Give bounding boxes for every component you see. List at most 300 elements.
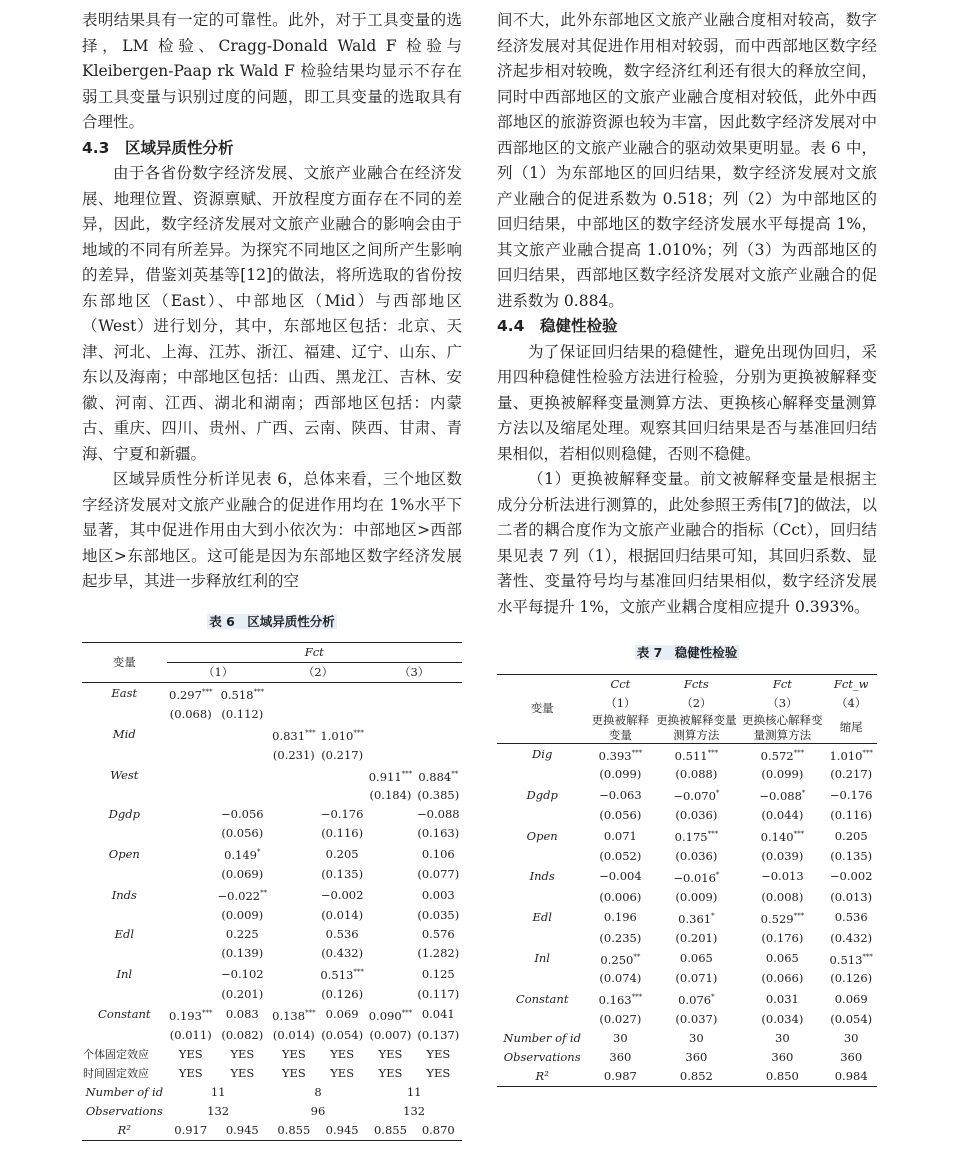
table-cell: 0.149* — [224, 848, 261, 863]
table-cell: −0.176 — [320, 807, 364, 822]
col-header: （1） — [202, 665, 234, 679]
table-cell: (0.034) — [761, 1012, 804, 1027]
table-cell: 0.870 — [415, 1121, 462, 1141]
paragraph: 由于各省份数字经济发展、文旅产业融合在经济发展、地理位置、资源禀赋、开放程度方面存在不同的差异，因此，数字经济发展对文旅产业融合的影响会由于地域的不同有所差异。为探究不同地区之间所产生影响的差异，借鉴刘英基等[12]的做法，将所选取的省份按东部地区（East）、中部地区（Mid）与西部地区（West）进行划分，其中，东部地区包括：北京、天津、河北、上海、江苏、浙江、福建、辽宁、山东、广东以及海南；中部地区包括：山西、黑龙江、吉林、安徽、河南、江西、湖北和湖南；西部地区包括：内蒙古、重庆、四川、贵州、广西、云南、陕西、甘肃、青海、宁夏和新疆。 — [82, 164, 462, 463]
table-cell: 11 — [406, 1084, 422, 1099]
table-cell: (0.184) — [369, 788, 412, 803]
table7-caption: 表 7 稳健性检验 — [636, 645, 738, 660]
table-row — [82, 683, 462, 705]
table-cell: (0.054) — [830, 1012, 873, 1027]
table-cell — [366, 746, 414, 765]
table-cell: YES — [230, 1065, 255, 1080]
table-cell — [366, 683, 414, 705]
row-label: Open — [108, 846, 140, 861]
table-cell: −0.070* — [673, 789, 720, 804]
table-cell: 0.945 — [318, 1121, 366, 1141]
table-cell: YES — [378, 1065, 403, 1080]
table-cell: 0.917 — [167, 1121, 215, 1141]
table-cell: (0.027) — [599, 1012, 642, 1027]
table-cell — [270, 865, 318, 884]
table-cell — [415, 746, 462, 765]
table-row — [497, 1010, 877, 1029]
table-cell — [167, 805, 215, 824]
table-cell: (0.116) — [321, 826, 364, 841]
row-label: Inl — [116, 966, 133, 981]
table-cell — [270, 884, 318, 906]
table-cell — [270, 944, 318, 963]
table-cell: (0.135) — [321, 867, 364, 882]
table-7 — [497, 674, 877, 1088]
row-label — [82, 865, 167, 884]
table-row — [82, 1083, 462, 1102]
table-cell: (0.056) — [599, 808, 642, 823]
table-cell: −0.102 — [221, 966, 264, 981]
table-cell — [366, 963, 414, 985]
table-cell: 0.205 — [834, 828, 868, 843]
table-cell: (0.116) — [830, 808, 873, 823]
section-heading-4-3: 4.3 区域异质性分析 — [82, 138, 234, 157]
row-label: Dgdp — [526, 787, 558, 802]
table-cell: 0.003 — [421, 887, 455, 902]
col-header: （3） — [398, 665, 430, 679]
table-row — [497, 784, 877, 806]
table-cell: (0.112) — [221, 706, 264, 721]
table-cell: (0.009) — [675, 889, 718, 904]
var-header: 变量 — [497, 674, 587, 743]
table-cell — [215, 786, 270, 805]
table-row — [497, 929, 877, 948]
table-cell — [270, 985, 318, 1004]
col-header: （2） — [302, 665, 334, 679]
table-cell: YES — [281, 1046, 306, 1061]
dep-var: Fct_w — [825, 674, 877, 694]
row-label: Dig — [497, 743, 587, 765]
table-cell: 0.225 — [225, 927, 259, 942]
table-cell: 0.076* — [678, 993, 715, 1008]
table-row — [497, 969, 877, 988]
table-cell: −0.022** — [217, 889, 268, 904]
table-cell — [270, 786, 318, 805]
table-row — [82, 843, 462, 865]
table-cell: 0.175*** — [674, 829, 719, 844]
table-cell — [366, 705, 414, 724]
table-cell: 0.140*** — [760, 829, 805, 844]
table-cell: (0.036) — [675, 848, 718, 863]
table-cell: (0.235) — [599, 930, 642, 945]
table-cell: (0.071) — [675, 971, 718, 986]
paragraph: （1）更换被解释变量。前文被解释变量是根据主成分分析法进行测算的，此处参照王秀伟[7]的做法，以二者的耦合度作为文旅产业融合的指标（Cct），回归结果见表 7 列（1），根据回归结果可知，其回归系数、显著性、变量符号均与基准回归结果相似，数字经济发展水平每提升 1%，文旅产业耦合度相应提升 0.393%。 — [497, 470, 877, 616]
table-row — [82, 765, 462, 787]
col-header: （1） — [605, 695, 636, 710]
table-row — [82, 925, 462, 944]
table-cell — [167, 906, 215, 925]
table-cell: −0.004 — [599, 869, 642, 884]
table-cell — [270, 843, 318, 865]
table-row — [82, 963, 462, 985]
table-cell: 0.536 — [834, 910, 868, 925]
row-label: Dgdp — [108, 807, 140, 822]
table-cell — [366, 724, 414, 746]
table-cell: (0.007) — [369, 1027, 412, 1042]
table-row — [82, 1004, 462, 1026]
dep-var: Fct — [739, 674, 825, 694]
table-cell: 360 — [685, 1050, 708, 1065]
table-row — [82, 746, 462, 765]
table-row — [82, 724, 462, 746]
table-cell: 0.196 — [603, 910, 637, 925]
table-cell: 0.513*** — [320, 967, 364, 982]
table-cell: (0.068) — [169, 706, 212, 721]
row-label: R² — [82, 1121, 167, 1141]
table-row — [82, 865, 462, 884]
right-column — [497, 8, 877, 1087]
table-cell: (0.036) — [675, 808, 718, 823]
dep-var: Fct — [167, 643, 462, 663]
table-row — [497, 1029, 877, 1048]
table-cell — [415, 683, 462, 705]
row-label: Inds — [111, 887, 137, 902]
table-cell: 1.010*** — [825, 743, 877, 765]
table-row — [82, 944, 462, 963]
dep-var: Cct — [587, 674, 653, 694]
table-cell: 360 — [840, 1050, 863, 1065]
table-cell: −0.016* — [673, 870, 720, 885]
row-label: 个体固定效应 — [83, 1047, 149, 1061]
table-cell: 0.852 — [653, 1067, 739, 1087]
table-cell: (0.054) — [321, 1027, 364, 1042]
table-cell: 0.511*** — [653, 743, 739, 765]
table-cell: (0.035) — [417, 908, 460, 923]
table-cell: (0.176) — [761, 930, 804, 945]
table-cell: −0.056 — [221, 807, 264, 822]
table-cell: (0.126) — [830, 971, 873, 986]
row-label: Edl — [114, 927, 135, 942]
table-cell: 0.361* — [678, 911, 715, 926]
table-cell: 30 — [613, 1031, 628, 1046]
row-label: Observations — [503, 1050, 581, 1065]
row-label: East — [82, 683, 167, 705]
table-cell: (0.135) — [830, 848, 873, 863]
table-cell — [167, 746, 215, 765]
table-cell: 0.855 — [270, 1121, 318, 1141]
row-label: Constant — [515, 991, 569, 1006]
table-cell: YES — [330, 1046, 355, 1061]
col-desc: 缩尾 — [839, 720, 863, 734]
table-cell: (0.014) — [321, 908, 364, 923]
paragraph: 为了保证回归结果的稳健性，避免出现伪回归，采用四种稳健性检验方法进行检验，分别为更换被解释变量、更换被解释变量测算方法、更换核心解释变量测算方法以及缩尾处理。观察其回归结果是否与基准回归结果相似，若相似则稳健，否则不稳健。 — [497, 342, 877, 463]
table-cell: (0.432) — [830, 930, 873, 945]
table-row — [497, 743, 877, 765]
table-cell — [270, 683, 318, 705]
left-column — [82, 8, 462, 1141]
table-cell — [270, 963, 318, 985]
table6-caption: 表 6 区域异质性分析 — [209, 613, 335, 629]
table-cell: (0.011) — [169, 1027, 212, 1042]
table-cell — [167, 884, 215, 906]
table-cell: (0.432) — [321, 946, 364, 961]
table-cell: YES — [178, 1046, 203, 1061]
row-label — [497, 765, 587, 784]
table-cell: 0.393*** — [587, 743, 653, 765]
table-row — [497, 866, 877, 888]
table-cell — [215, 724, 270, 746]
table-cell: 360 — [771, 1050, 794, 1065]
table-cell — [318, 786, 366, 805]
table-cell: (0.099) — [761, 767, 804, 782]
table-cell: (0.074) — [599, 971, 642, 986]
table-cell: YES — [426, 1046, 451, 1061]
table-cell: (0.099) — [599, 767, 642, 782]
table-cell — [215, 765, 270, 787]
table-cell: 0.945 — [215, 1121, 270, 1141]
table-row — [82, 1102, 462, 1121]
table-cell: 30 — [689, 1031, 704, 1046]
table-cell: 1.010*** — [320, 728, 364, 743]
table-cell: 0.536 — [325, 927, 359, 942]
table-cell — [366, 824, 414, 843]
table-cell: −0.176 — [829, 787, 873, 802]
table-row — [497, 765, 877, 784]
table-cell: (0.052) — [599, 848, 642, 863]
table-cell: (0.006) — [599, 889, 642, 904]
table-row — [82, 805, 462, 824]
paragraph: 表明结果具有一定的可靠性。此外，对于工具变量的选择，LM 检验、Cragg-Donald Wald F 检验与 Kleibergen-Paap rk Wald F 检验结果均显示不存在弱工具变量与识别过度的问题，即工具变量的选取具有合理性。 — [82, 11, 462, 131]
table-cell: (0.044) — [761, 808, 804, 823]
table-row — [497, 806, 877, 825]
row-label: Open — [526, 828, 558, 843]
table-cell: (0.069) — [221, 867, 264, 882]
table-cell: YES — [230, 1046, 255, 1061]
table-cell — [366, 925, 414, 944]
table-cell: (0.056) — [221, 826, 264, 841]
table-row — [82, 1064, 462, 1083]
row-label: 时间固定效应 — [83, 1066, 149, 1080]
table-cell: 96 — [310, 1103, 326, 1118]
table-cell: 0.083 — [225, 1007, 259, 1022]
row-label — [82, 746, 167, 765]
table-cell: 0.572*** — [739, 743, 825, 765]
row-label: Observations — [85, 1103, 163, 1118]
row-label — [497, 929, 587, 948]
table-row — [497, 1048, 877, 1067]
table-cell — [167, 925, 215, 944]
row-label: Mid — [112, 727, 136, 742]
row-label: West — [110, 768, 139, 783]
table-cell: 0.529*** — [760, 911, 805, 926]
table-cell: 0.106 — [421, 846, 455, 861]
col-desc: 更换被解释变量 — [591, 712, 650, 742]
table-cell — [415, 724, 462, 746]
table-cell: 0.911*** — [368, 769, 413, 784]
table-cell: 0.193*** — [169, 1008, 213, 1023]
table-row — [497, 825, 877, 847]
table-cell: (0.137) — [417, 1027, 460, 1042]
table-cell: (0.037) — [675, 1012, 718, 1027]
table-cell: 0.069 — [325, 1007, 359, 1022]
table-cell — [366, 884, 414, 906]
table-row — [497, 847, 877, 866]
table-cell: 132 — [207, 1103, 230, 1118]
table-cell: 0.138*** — [272, 1008, 316, 1023]
table-row — [497, 888, 877, 907]
table-cell: −0.002 — [320, 887, 364, 902]
table-cell: YES — [330, 1065, 355, 1080]
table-cell — [318, 765, 366, 787]
table-cell: (0.163) — [417, 826, 460, 841]
table-cell — [167, 724, 215, 746]
table-cell: −0.088 — [417, 807, 460, 822]
table-cell — [167, 865, 215, 884]
table-cell: 8 — [314, 1084, 322, 1099]
table-cell: (0.126) — [321, 986, 364, 1001]
table-cell — [270, 805, 318, 824]
table-cell: 0.984 — [825, 1067, 877, 1087]
table-row — [497, 1067, 877, 1087]
table-cell — [167, 944, 215, 963]
table-cell — [167, 824, 215, 843]
table-cell: 0.518*** — [215, 683, 270, 705]
row-label — [82, 944, 167, 963]
table-row — [82, 824, 462, 843]
table-cell: 0.884** — [418, 769, 459, 784]
table-cell: 0.297*** — [167, 683, 215, 705]
row-label: R² — [497, 1067, 587, 1087]
paragraph: 区域异质性分析详见表 6，总体来看，三个地区数字经济发展对文旅产业融合的促进作用均在 1%水平下显著，其中促进作用由大到小依次为：中部地区>西部地区>东部地区。这可能是因为东部地区数字经济发展起步早，其进一步释放红利的空 — [82, 470, 462, 590]
table-cell: 0.987 — [587, 1067, 653, 1087]
table-row — [82, 985, 462, 1004]
table-cell: 0.090*** — [368, 1008, 413, 1023]
table-cell — [270, 765, 318, 787]
row-label — [497, 1010, 587, 1029]
table-cell: (0.088) — [675, 767, 718, 782]
table-cell — [318, 683, 366, 705]
table-cell: 0.065 — [679, 951, 713, 966]
table-cell: 30 — [843, 1031, 859, 1046]
table-row — [82, 1045, 462, 1064]
table-cell: 0.031 — [765, 991, 799, 1006]
table-cell: 0.065 — [765, 951, 799, 966]
table-cell: (0.082) — [221, 1027, 264, 1042]
table-cell — [270, 925, 318, 944]
table-cell: 0.513*** — [829, 952, 873, 967]
table-cell: (0.201) — [675, 930, 718, 945]
var-header: 变量 — [82, 643, 167, 683]
row-label: Number of id — [503, 1031, 581, 1046]
table-cell: 0.576 — [421, 927, 455, 942]
table-cell — [366, 906, 414, 925]
row-label — [82, 705, 167, 724]
table-cell: 0.205 — [325, 846, 359, 861]
table-cell: −0.002 — [829, 869, 873, 884]
table-cell — [167, 963, 215, 985]
table-cell: YES — [178, 1065, 203, 1080]
row-label — [497, 806, 587, 825]
table-row — [82, 786, 462, 805]
table-cell: (0.117) — [417, 986, 460, 1001]
table-cell — [415, 705, 462, 724]
table-cell: −0.088* — [759, 789, 806, 804]
table-cell: (0.385) — [417, 788, 460, 803]
table-cell — [366, 865, 414, 884]
table-cell — [270, 705, 318, 724]
col-desc: 更换被解释变量测算方法 — [656, 712, 737, 742]
table-cell: (0.231) — [272, 747, 315, 762]
table-cell: (0.139) — [221, 946, 264, 961]
table-row — [497, 948, 877, 970]
table-cell — [270, 824, 318, 843]
table-cell: (0.013) — [830, 889, 873, 904]
col-header: （4） — [836, 695, 867, 710]
row-label — [82, 824, 167, 843]
table-cell: (0.014) — [272, 1027, 315, 1042]
table-cell — [215, 746, 270, 765]
col-header: （2） — [681, 695, 712, 710]
table-cell: (0.217) — [321, 747, 364, 762]
table-cell — [270, 906, 318, 925]
table-cell: YES — [281, 1065, 306, 1080]
table-cell — [366, 805, 414, 824]
row-label — [82, 786, 167, 805]
table-cell: 0.041 — [421, 1007, 455, 1022]
row-label — [82, 985, 167, 1004]
table-cell: 0.071 — [603, 828, 637, 843]
table-cell: 132 — [403, 1103, 426, 1118]
row-label: Number of id — [85, 1084, 164, 1099]
table-cell: (0.217) — [830, 767, 873, 782]
row-label: Edl — [532, 910, 552, 925]
table-row — [82, 884, 462, 906]
col-header: （3） — [767, 695, 798, 710]
row-label — [82, 906, 167, 925]
table-cell: (0.077) — [417, 867, 460, 882]
table-cell: YES — [426, 1065, 451, 1080]
table-cell: 0.850 — [739, 1067, 825, 1087]
row-label — [82, 1026, 167, 1045]
table-cell — [167, 765, 215, 787]
table-cell: (0.039) — [761, 848, 804, 863]
table-cell: 0.250** — [600, 952, 641, 967]
row-label — [497, 847, 587, 866]
table-6 — [82, 642, 462, 1141]
table-row — [82, 1121, 462, 1141]
table-row — [82, 1026, 462, 1045]
table-cell: −0.063 — [599, 787, 642, 802]
row-label — [497, 888, 587, 907]
table-cell — [167, 786, 215, 805]
row-label — [497, 969, 587, 988]
table-row — [82, 705, 462, 724]
table-row — [82, 906, 462, 925]
table-cell: 0.831*** — [272, 728, 316, 743]
table-cell — [167, 843, 215, 865]
table-cell: 0.855 — [366, 1121, 414, 1141]
row-label: Constant — [98, 1007, 151, 1022]
table-cell: (1.282) — [417, 946, 460, 961]
table-cell: 11 — [210, 1084, 226, 1099]
row-label: Inl — [534, 951, 550, 966]
table-cell: 360 — [609, 1050, 632, 1065]
table-cell: 0.163*** — [598, 993, 643, 1008]
col-desc: 更换核心解释变量测算方法 — [742, 712, 823, 742]
table-row — [497, 988, 877, 1010]
table-cell: 30 — [775, 1031, 790, 1046]
table-cell: (0.201) — [221, 986, 264, 1001]
paragraph: 间不大，此外东部地区文旅产业融合度相对较高，数字经济发展对其促进作用相对较弱，而中西部地区数字经济起步相对较晚，数字经济红利还有很大的释放空间，同时中西部地区的文旅产业融合度相对较低，此外中西部地区的旅游资源也较为丰富，因此数字经济发展对中西部地区的文旅产业融合的驱动效果更明显。表 6 中，列（1）为东部地区的回归结果，数字经济发展对文旅产业融合的促进系数为 0.518；列（2）为中部地区的回归结果，中部地区的数字经济发展水平每提高 1%，其文旅产业融合提高 1.010%；列（3）为西部地区的回归结果，西部地区数字经济发展对文旅产业融合的促进系数为 0.884。 — [497, 11, 877, 310]
table-cell — [366, 944, 414, 963]
table-cell: 0.125 — [421, 966, 455, 981]
row-label: Inds — [529, 869, 555, 884]
dep-var: Fcts — [653, 674, 739, 694]
